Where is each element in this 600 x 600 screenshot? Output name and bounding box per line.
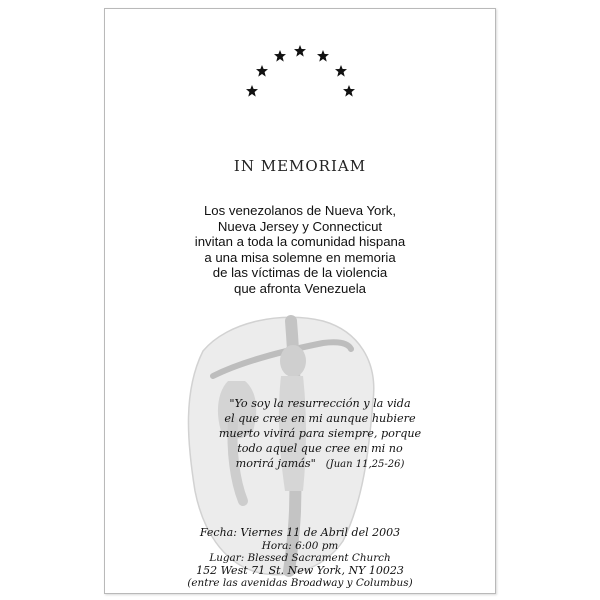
verse-line: el que cree en mi aunque hubiere [224,412,416,425]
verse-line-last [205,456,435,472]
intro-line: invitan a toda la comunidad hispana [194,234,406,250]
bible-verse [205,396,435,472]
intro-line: Nueva Jersey y Connecticut [217,218,383,234]
page-title: IN MEMORIAM [233,157,367,175]
event-cross-streets: (entre las avenidas Broadway y Columbus) [187,577,413,590]
verse-reference: (Juan 11,25-26) [325,459,405,470]
verse-line: muerto vivirá para siempre, porque [218,427,422,440]
intro-line: de las víctimas de la violencia [212,265,388,281]
star-icon [256,65,268,77]
event-date: Fecha: Viernes 11 de Abril del 2003 [199,526,401,539]
star-icon [294,45,306,57]
star-icon [246,85,258,97]
star-icon [335,65,347,77]
memorial-card [104,8,496,594]
intro-line: que afronta Venezuela [234,280,366,296]
star-icon [274,50,286,62]
event-address: 152 West 71 St. New York, NY 10023 [196,563,404,577]
star-icon [343,85,355,97]
verse-line: "Yo soy la resurrección y la vida [229,397,411,410]
star-icon [317,50,329,62]
event-details [105,527,495,590]
intro-line: a una misa solemne en memoria [204,249,396,265]
verse-line: morirá jamás" [235,457,316,470]
event-place: Lugar: Blessed Sacrament Church [209,552,391,565]
stars-arc [105,9,495,109]
verse-line: todo aquel que cree en mi no [237,442,403,455]
event-time: Hora: 6:00 pm [261,539,339,552]
intro-line: Los venezolanos de Nueva York, [203,203,397,218]
